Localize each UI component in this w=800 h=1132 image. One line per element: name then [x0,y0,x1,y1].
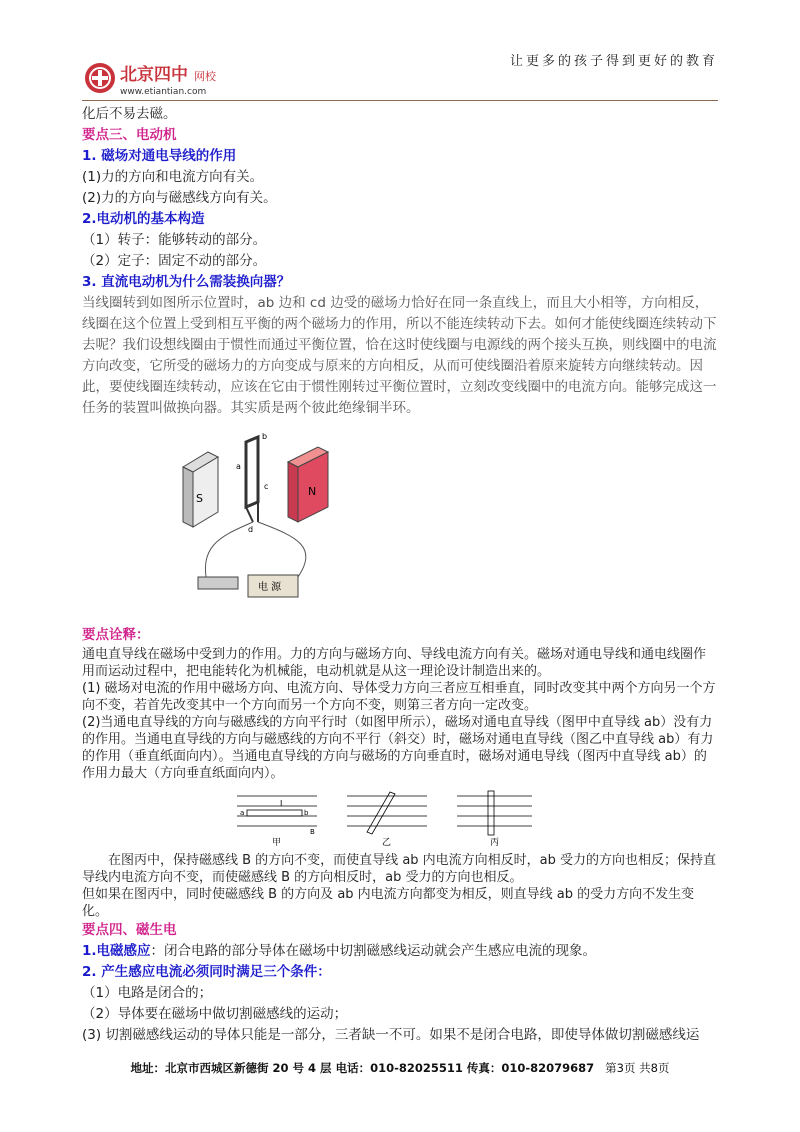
svg-text:网校: 网校 [194,70,216,83]
list-item: （1）转子：能够转动的部分。 [82,232,267,248]
section-title-induction: 要点四、磁生电 [82,922,177,938]
footer-tel: 010-82025511 [370,1061,463,1075]
fig1-label-c: c [264,482,269,491]
list-item: （2）定子：固定不动的部分。 [82,253,267,269]
explanation-paragraph: 但如果在图丙中，同时使磁感线 B 的方向及 ab 内电流方向都变为相反，则直导线 ab 的受力方向不发生变化。 [82,887,695,919]
subheading-force-on-wire: 1. 磁场对通电导线的作用 [82,148,237,164]
section-title-motor: 要点三、电动机 [82,127,177,143]
motor-diagram [178,427,338,617]
list-item: （2）导体要在磁场中做切割磁感线的运动； [82,1006,348,1022]
explanation-paragraph: 通电直导线在磁场中受到力的作用。力的方向与磁场方向、导线电流方向有关。磁场对通电导线和通电线圈作用而运动过程中，把电能转化为机械能，电动机就是从这一理论设计制造出来的。 [82,647,707,679]
etiantian-logo[interactable] [82,58,282,102]
fig1-label-n: N [308,485,317,498]
list-item: (2)力的方向与磁感线方向有关。 [82,190,277,206]
list-item: (1)力的方向和电流方向有关。 [82,169,264,185]
fig1-label-power: 电 源 [258,582,282,593]
commutator-paragraph: 当线圈转到如图所示位置时，ab 边和 cd 边受的磁场力恰好在同一条直线上，而且大小相等，方向相反，线圈在这个位置上受到相互平衡的两个磁场力的作用，所以不能连续转动下去。如何才能使线圈连续转动下去呢？我们设想线圈由于惯性而通过平衡位置，恰在这时使线圈与电源线的两个接头互换，则线圈中的电流方向改变，它所受的磁场力的方向变成与原来的方向相反，从而可使线圈沿着原来旋转方向继续转动。因此，要使线圈连续转动，应该在它由于惯性刚转过平衡位置时，立刻改变线圈中的电流方向。能够完成这一任务的装置叫做换向器。其实质是两个彼此绝缘铜半环。 [82,295,717,416]
fig2-label-I: I [280,799,283,808]
header-divider [82,100,718,101]
subheading-commutator: 3. 直流电动机为什么需装换向器？ [82,274,291,290]
fig1-label-s: S [196,492,203,505]
fig1-label-b: b [262,432,268,441]
fig2-label-a: a [240,809,245,817]
page-content [82,104,718,1046]
footer-address: 北京市西城区新德街 20 号 4 层 [165,1061,332,1075]
subheading-motor-structure: 2.电动机的基本构造 [82,211,205,227]
svg-text:北京四中: 北京四中 [120,65,188,85]
fig1-label-d: d [248,525,254,534]
induction-definition: 1.电磁感应：闭合电路的部分导体在磁场中切割磁感线运动就会产生感应电流的现象。 [82,943,597,959]
text-line: 化后不易去磁。 [82,106,177,122]
fig2-label-b: b [304,809,309,817]
list-item: (3) 切割磁感线运动的导体只能是一部分，三者缺一不可。如果不是闭合电路，即使导体做切割磁感线运 [82,1027,700,1043]
fig2-label-B: B [310,828,315,836]
wire-orientation-diagram [232,788,542,846]
footer-fax: 010-82079687 [501,1061,595,1075]
fig1-label-a: a [236,462,241,471]
fig2-caption-bing: 丙 [490,838,500,846]
subheading-conditions: 2. 产生感应电流必须同时满足三个条件： [82,964,331,980]
page-number: 第3页 共8页 [605,1061,670,1075]
explanation-paragraph: 在图丙中，保持磁感线 B 的方向不变，而使直导线 ab 内电流方向相反时，ab 受力的方向也相反；保持直导线内电流方向不变，而使磁感线 B 的方向相反时，ab 受力的方向也相反。 [82,853,717,885]
list-item: （1）电路是闭合的； [82,985,213,1001]
explanation-paragraph: (1) 磁场对电流的作用中磁场方向、电流方向、导体受力方向三者应互相垂直，同时改变其中两个方向另一个方向不变，若首先改变其中一个方向而另一个方向不变，则第三者方向一定改变。 [82,681,716,713]
fig2-caption-jia: 甲 [272,838,282,846]
term-em-induction: 1.电磁感应 [82,943,151,959]
header-slogan: 让更多的孩子得到更好的教育 [509,54,718,69]
page-footer: 地址：北京市西城区新德街 20 号 4 层 电话：010-82025511 传真：010-82079687 第3页 共8页 [130,1061,670,1075]
subheading-explanation: 要点诠释： [82,627,150,643]
explanation-paragraph: (2)当通电直导线的方向与磁感线的方向平行时（如图甲所示），磁场对通电直导线（图甲中直导线 ab）没有力的作用。当通电直导线的方向与磁感线的方向不平行（斜交）时，磁场对通电直导线（图乙中直导线 ab）有力的作用（垂直纸面向内）。当通电直导线的方向与磁场的方向垂直时，磁场对通电导线（图丙中直导线 ab）的作用力最大（方向垂直纸面向内）。 [82,715,714,781]
fig2-caption-yi: 乙 [382,838,392,846]
svg-text:www.etiantian.com: www.etiantian.com [120,87,207,97]
